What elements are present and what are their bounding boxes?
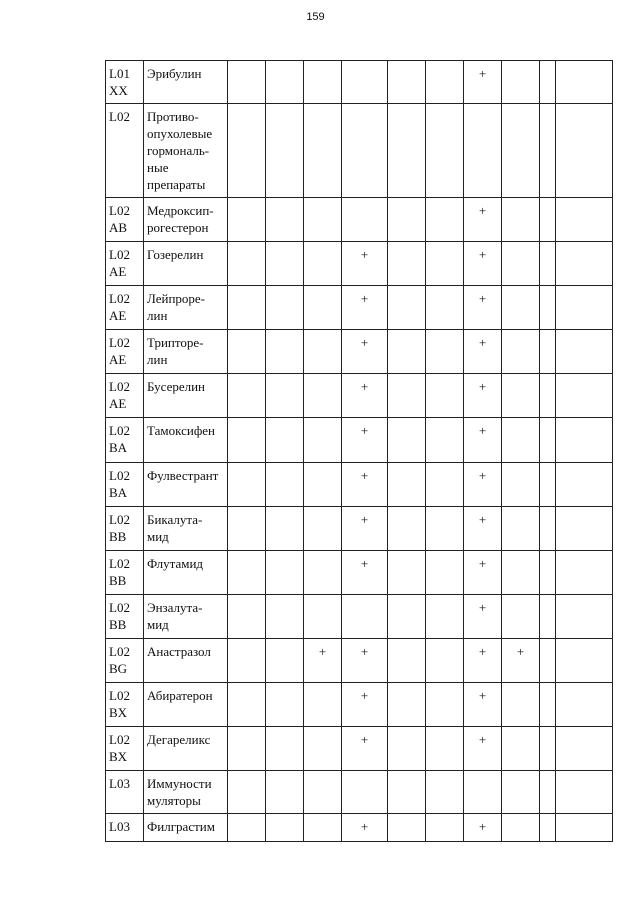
empty-cell bbox=[228, 104, 266, 198]
empty-cell bbox=[540, 374, 556, 418]
empty-cell bbox=[342, 61, 388, 104]
atc-code-cell: L03 bbox=[106, 814, 144, 842]
empty-cell bbox=[228, 330, 266, 374]
empty-cell bbox=[556, 418, 613, 463]
empty-cell bbox=[502, 242, 540, 286]
empty-cell bbox=[228, 683, 266, 727]
empty-cell bbox=[556, 814, 613, 842]
empty-cell bbox=[388, 507, 426, 551]
empty-cell bbox=[304, 595, 342, 639]
atc-code-cell: L02 AE bbox=[106, 286, 144, 330]
empty-cell bbox=[426, 507, 464, 551]
empty-cell bbox=[540, 727, 556, 771]
empty-cell bbox=[388, 374, 426, 418]
plus-mark-cell: + bbox=[342, 286, 388, 330]
plus-mark-cell: + bbox=[464, 507, 502, 551]
empty-cell bbox=[540, 104, 556, 198]
page-number: 159 bbox=[306, 11, 325, 23]
empty-cell bbox=[556, 198, 613, 242]
empty-cell bbox=[540, 771, 556, 814]
drug-name-cell: Фулвестрант bbox=[144, 463, 228, 507]
drug-name-cell: Филграстим bbox=[144, 814, 228, 842]
empty-cell bbox=[540, 286, 556, 330]
empty-cell bbox=[426, 104, 464, 198]
atc-code-cell: L02 AE bbox=[106, 242, 144, 286]
empty-cell bbox=[556, 507, 613, 551]
empty-cell bbox=[540, 595, 556, 639]
drug-name-cell: Тамоксифен bbox=[144, 418, 228, 463]
table-row bbox=[106, 374, 613, 418]
empty-cell bbox=[388, 771, 426, 814]
empty-cell bbox=[388, 463, 426, 507]
empty-cell bbox=[266, 683, 304, 727]
empty-cell bbox=[266, 727, 304, 771]
empty-cell bbox=[266, 418, 304, 463]
empty-cell bbox=[388, 330, 426, 374]
plus-mark-cell: + bbox=[464, 814, 502, 842]
empty-cell bbox=[304, 198, 342, 242]
empty-cell bbox=[556, 61, 613, 104]
empty-cell bbox=[502, 771, 540, 814]
empty-cell bbox=[464, 771, 502, 814]
empty-cell bbox=[266, 61, 304, 104]
drug-name-cell: Дегареликс bbox=[144, 727, 228, 771]
empty-cell bbox=[540, 61, 556, 104]
empty-cell bbox=[266, 595, 304, 639]
empty-cell bbox=[388, 104, 426, 198]
empty-cell bbox=[540, 683, 556, 727]
plus-mark-cell: + bbox=[342, 507, 388, 551]
empty-cell bbox=[266, 286, 304, 330]
drug-name-cell: Энзалута- мид bbox=[144, 595, 228, 639]
empty-cell bbox=[502, 595, 540, 639]
empty-cell bbox=[266, 330, 304, 374]
empty-cell bbox=[266, 639, 304, 683]
empty-cell bbox=[228, 374, 266, 418]
drug-name-cell: Противо- опухолевые гормональ- ные препараты bbox=[144, 104, 228, 198]
empty-cell bbox=[502, 463, 540, 507]
table-row bbox=[106, 727, 613, 771]
empty-cell bbox=[426, 286, 464, 330]
plus-mark-cell: + bbox=[464, 463, 502, 507]
empty-cell bbox=[388, 639, 426, 683]
empty-cell bbox=[304, 242, 342, 286]
atc-code-cell: L02 BA bbox=[106, 463, 144, 507]
table-row bbox=[106, 61, 613, 104]
empty-cell bbox=[266, 771, 304, 814]
plus-mark-cell: + bbox=[342, 551, 388, 595]
table-row bbox=[106, 595, 613, 639]
drug-name-cell: Лейпроре- лин bbox=[144, 286, 228, 330]
plus-mark-cell: + bbox=[342, 330, 388, 374]
empty-cell bbox=[228, 198, 266, 242]
empty-cell bbox=[388, 551, 426, 595]
empty-cell bbox=[228, 286, 266, 330]
empty-cell bbox=[540, 814, 556, 842]
empty-cell bbox=[228, 814, 266, 842]
plus-mark-cell: + bbox=[464, 639, 502, 683]
empty-cell bbox=[304, 683, 342, 727]
atc-code-cell: L02 BA bbox=[106, 418, 144, 463]
empty-cell bbox=[266, 814, 304, 842]
empty-cell bbox=[426, 727, 464, 771]
empty-cell bbox=[304, 771, 342, 814]
atc-code-cell: L02 AE bbox=[106, 374, 144, 418]
atc-code-cell: L03 bbox=[106, 771, 144, 814]
plus-mark-cell: + bbox=[464, 61, 502, 104]
empty-cell bbox=[228, 61, 266, 104]
table-row bbox=[106, 551, 613, 595]
table-row bbox=[106, 463, 613, 507]
empty-cell bbox=[388, 286, 426, 330]
empty-cell bbox=[556, 330, 613, 374]
empty-cell bbox=[426, 374, 464, 418]
empty-cell bbox=[228, 727, 266, 771]
empty-cell bbox=[388, 61, 426, 104]
empty-cell bbox=[502, 683, 540, 727]
empty-cell bbox=[540, 330, 556, 374]
empty-cell bbox=[556, 463, 613, 507]
empty-cell bbox=[304, 61, 342, 104]
empty-cell bbox=[426, 595, 464, 639]
drug-name-cell: Бикалута- мид bbox=[144, 507, 228, 551]
empty-cell bbox=[540, 639, 556, 683]
empty-cell bbox=[502, 61, 540, 104]
empty-cell bbox=[228, 242, 266, 286]
table-row bbox=[106, 683, 613, 727]
empty-cell bbox=[464, 104, 502, 198]
empty-cell bbox=[556, 286, 613, 330]
table-row bbox=[106, 286, 613, 330]
drug-name-cell: Бусерелин bbox=[144, 374, 228, 418]
plus-mark-cell: + bbox=[502, 639, 540, 683]
empty-cell bbox=[502, 104, 540, 198]
table-row bbox=[106, 639, 613, 683]
empty-cell bbox=[556, 104, 613, 198]
empty-cell bbox=[388, 683, 426, 727]
atc-code-cell: L02 BX bbox=[106, 727, 144, 771]
empty-cell bbox=[426, 639, 464, 683]
empty-cell bbox=[540, 418, 556, 463]
plus-mark-cell: + bbox=[464, 683, 502, 727]
empty-cell bbox=[342, 198, 388, 242]
plus-mark-cell: + bbox=[464, 242, 502, 286]
drug-name-cell: Флутамид bbox=[144, 551, 228, 595]
empty-cell bbox=[304, 286, 342, 330]
plus-mark-cell: + bbox=[464, 374, 502, 418]
empty-cell bbox=[502, 330, 540, 374]
plus-mark-cell: + bbox=[342, 639, 388, 683]
empty-cell bbox=[556, 551, 613, 595]
empty-cell bbox=[228, 418, 266, 463]
plus-mark-cell: + bbox=[304, 639, 342, 683]
empty-cell bbox=[228, 639, 266, 683]
empty-cell bbox=[342, 595, 388, 639]
empty-cell bbox=[540, 551, 556, 595]
empty-cell bbox=[304, 814, 342, 842]
drug-table bbox=[105, 60, 613, 842]
empty-cell bbox=[266, 104, 304, 198]
plus-mark-cell: + bbox=[464, 595, 502, 639]
plus-mark-cell: + bbox=[464, 727, 502, 771]
empty-cell bbox=[426, 814, 464, 842]
empty-cell bbox=[388, 242, 426, 286]
drug-name-cell: Абиратерон bbox=[144, 683, 228, 727]
empty-cell bbox=[304, 418, 342, 463]
empty-cell bbox=[304, 551, 342, 595]
empty-cell bbox=[266, 551, 304, 595]
empty-cell bbox=[266, 507, 304, 551]
empty-cell bbox=[556, 639, 613, 683]
atc-code-cell: L02 BB bbox=[106, 595, 144, 639]
drug-name-cell: Медроксип- рогестерон bbox=[144, 198, 228, 242]
empty-cell bbox=[304, 104, 342, 198]
empty-cell bbox=[502, 374, 540, 418]
empty-cell bbox=[228, 507, 266, 551]
empty-cell bbox=[556, 727, 613, 771]
plus-mark-cell: + bbox=[342, 418, 388, 463]
empty-cell bbox=[388, 814, 426, 842]
atc-code-cell: L02 BB bbox=[106, 551, 144, 595]
empty-cell bbox=[540, 463, 556, 507]
drug-name-cell: Анастразол bbox=[144, 639, 228, 683]
empty-cell bbox=[304, 374, 342, 418]
drug-name-cell: Трипторе- лин bbox=[144, 330, 228, 374]
empty-cell bbox=[266, 242, 304, 286]
atc-code-cell: L02 BG bbox=[106, 639, 144, 683]
table-row bbox=[106, 418, 613, 463]
atc-code-cell: L02 AE bbox=[106, 330, 144, 374]
empty-cell bbox=[502, 727, 540, 771]
table-row bbox=[106, 814, 613, 842]
empty-cell bbox=[556, 595, 613, 639]
empty-cell bbox=[556, 683, 613, 727]
empty-cell bbox=[556, 771, 613, 814]
atc-code-cell: L01 XX bbox=[106, 61, 144, 104]
plus-mark-cell: + bbox=[342, 727, 388, 771]
plus-mark-cell: + bbox=[342, 463, 388, 507]
atc-code-cell: L02 AB bbox=[106, 198, 144, 242]
empty-cell bbox=[388, 418, 426, 463]
empty-cell bbox=[502, 814, 540, 842]
empty-cell bbox=[304, 727, 342, 771]
empty-cell bbox=[388, 595, 426, 639]
empty-cell bbox=[304, 463, 342, 507]
empty-cell bbox=[342, 104, 388, 198]
drug-name-cell: Эрибулин bbox=[144, 61, 228, 104]
empty-cell bbox=[304, 507, 342, 551]
empty-cell bbox=[266, 463, 304, 507]
empty-cell bbox=[426, 418, 464, 463]
empty-cell bbox=[502, 286, 540, 330]
empty-cell bbox=[266, 374, 304, 418]
plus-mark-cell: + bbox=[464, 286, 502, 330]
table-row bbox=[106, 198, 613, 242]
table-row bbox=[106, 330, 613, 374]
atc-code-cell: L02 bbox=[106, 104, 144, 198]
empty-cell bbox=[502, 198, 540, 242]
empty-cell bbox=[426, 683, 464, 727]
empty-cell bbox=[342, 771, 388, 814]
atc-code-cell: L02 BX bbox=[106, 683, 144, 727]
plus-mark-cell: + bbox=[464, 330, 502, 374]
empty-cell bbox=[426, 330, 464, 374]
table-row bbox=[106, 242, 613, 286]
empty-cell bbox=[426, 771, 464, 814]
drug-name-cell: Иммуности муляторы bbox=[144, 771, 228, 814]
plus-mark-cell: + bbox=[464, 198, 502, 242]
empty-cell bbox=[426, 463, 464, 507]
empty-cell bbox=[228, 771, 266, 814]
plus-mark-cell: + bbox=[464, 551, 502, 595]
empty-cell bbox=[266, 198, 304, 242]
empty-cell bbox=[228, 551, 266, 595]
empty-cell bbox=[426, 551, 464, 595]
empty-cell bbox=[388, 727, 426, 771]
empty-cell bbox=[304, 330, 342, 374]
empty-cell bbox=[426, 198, 464, 242]
empty-cell bbox=[228, 463, 266, 507]
atc-code-cell: L02 BB bbox=[106, 507, 144, 551]
plus-mark-cell: + bbox=[464, 418, 502, 463]
table-row bbox=[106, 507, 613, 551]
empty-cell bbox=[540, 198, 556, 242]
empty-cell bbox=[228, 595, 266, 639]
empty-cell bbox=[426, 61, 464, 104]
table-row bbox=[106, 771, 613, 814]
empty-cell bbox=[556, 374, 613, 418]
plus-mark-cell: + bbox=[342, 374, 388, 418]
empty-cell bbox=[502, 551, 540, 595]
empty-cell bbox=[426, 242, 464, 286]
plus-mark-cell: + bbox=[342, 683, 388, 727]
empty-cell bbox=[556, 242, 613, 286]
plus-mark-cell: + bbox=[342, 814, 388, 842]
empty-cell bbox=[502, 507, 540, 551]
empty-cell bbox=[540, 242, 556, 286]
empty-cell bbox=[540, 507, 556, 551]
empty-cell bbox=[388, 198, 426, 242]
table-row bbox=[106, 104, 613, 198]
drug-name-cell: Гозерелин bbox=[144, 242, 228, 286]
plus-mark-cell: + bbox=[342, 242, 388, 286]
empty-cell bbox=[502, 418, 540, 463]
